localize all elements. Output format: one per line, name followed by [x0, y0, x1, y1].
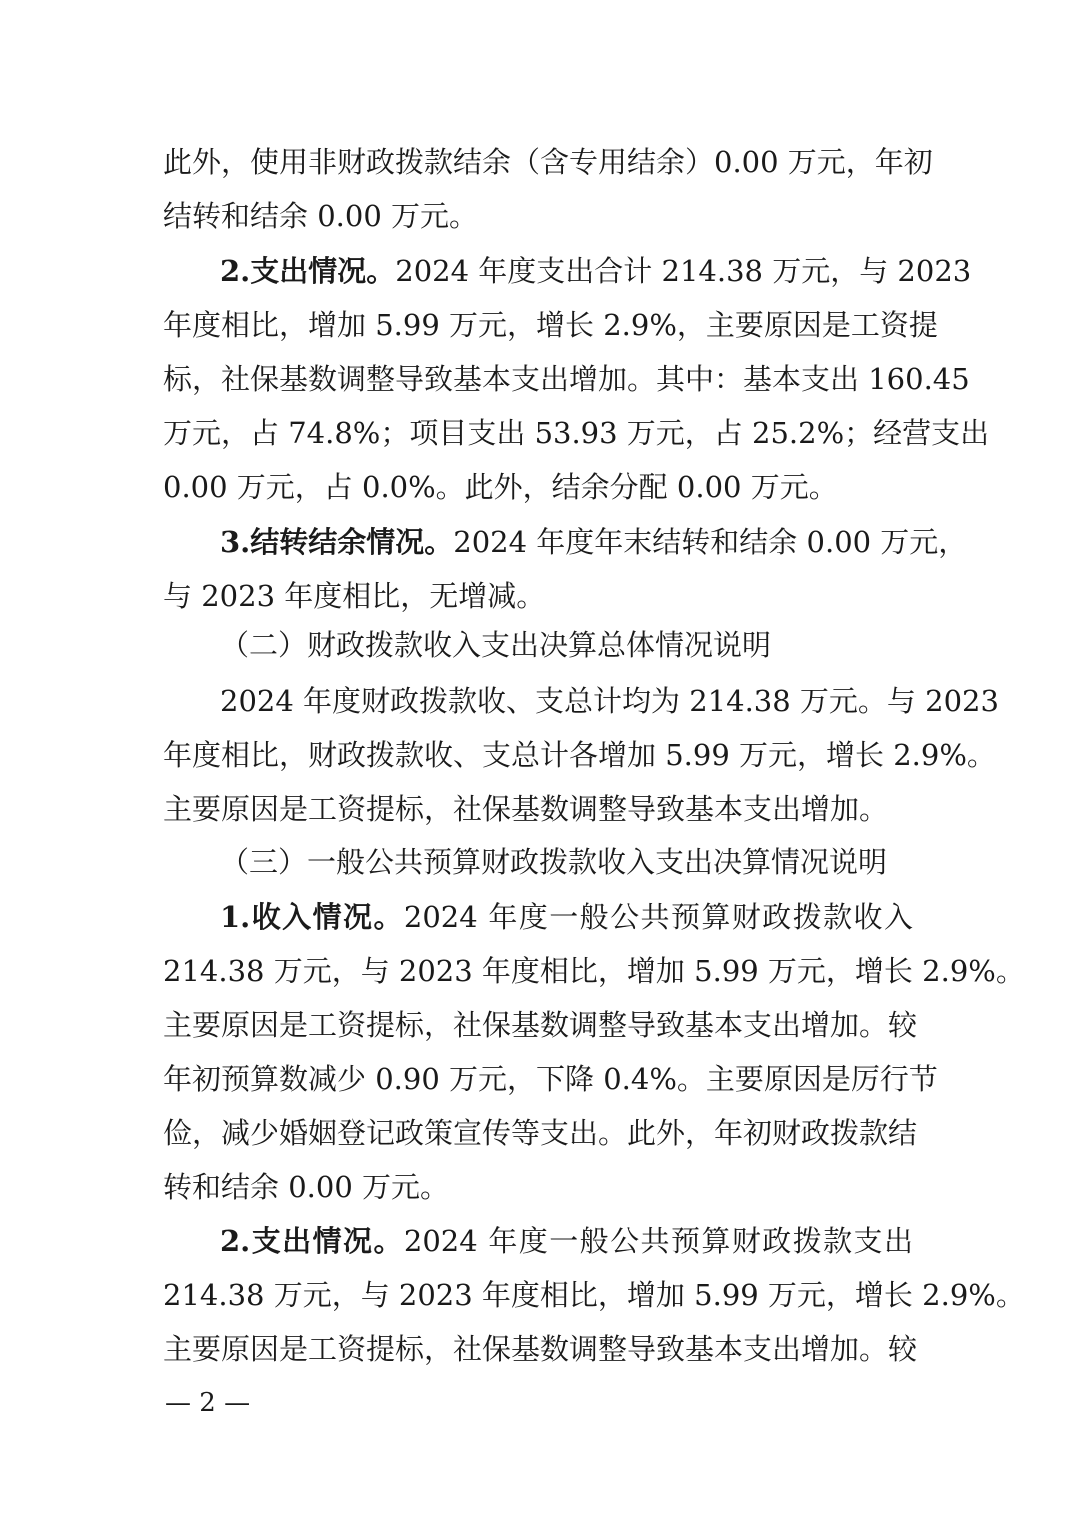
- paragraph-line: 标，社保基数调整导致基本支出增加。其中：基本支出 160.45: [163, 362, 970, 396]
- paragraph-line: 214.38 万元，与 2023 年度相比，增加 5.99 万元，增长 2.9%。: [163, 954, 1025, 988]
- section-text: 2024 年度支出合计 214.38 万元，与 2023: [395, 254, 972, 288]
- section-line: [220, 522, 968, 562]
- paragraph-line: 万元，占 74.8%；项目支出 53.93 万元，占 25.2%；经营支出: [163, 416, 990, 450]
- section-text: 2024 年度年末结转和结余 0.00 万元，: [453, 525, 968, 559]
- paragraph-line: 与 2023 年度相比，无增减。: [163, 579, 546, 613]
- paragraph-line: 主要原因是工资提标，社保基数调整导致基本支出增加。: [163, 792, 889, 826]
- section-heading: 2.支出情况。: [220, 1224, 404, 1258]
- paragraph-line: 年度相比，增加 5.99 万元，增长 2.9%，主要原因是工资提: [163, 308, 938, 342]
- section-text: 2024 年度一般公共预算财政拨款支出: [403, 1224, 913, 1258]
- paragraph-line: 0.00 万元，占 0.0%。此外，结余分配 0.00 万元。: [163, 470, 838, 504]
- paragraph-line: 俭，减少婚姻登记政策宣传等支出。此外，年初财政拨款结: [163, 1116, 918, 1150]
- paragraph-line: 主要原因是工资提标，社保基数调整导致基本支出增加。较: [163, 1332, 918, 1366]
- subsection-heading: （三）一般公共预算财政拨款收入支出决算情况说明: [220, 845, 888, 879]
- section-line: [220, 251, 972, 291]
- section-heading: 1.收入情况。: [220, 900, 404, 934]
- paragraph-line: 年度相比，财政拨款收、支总计各增加 5.99 万元，增长 2.9%。: [163, 738, 996, 772]
- paragraph-line: 此外，使用非财政拨款结余（含专用结余）0.00 万元，年初: [163, 145, 933, 179]
- paragraph-line: 结转和结余 0.00 万元。: [163, 199, 479, 233]
- paragraph-line: 年初预算数减少 0.90 万元，下降 0.4%。主要原因是厉行节: [163, 1062, 938, 1096]
- section-heading: 3.结转结余情况。: [220, 525, 454, 559]
- paragraph-line: 214.38 万元，与 2023 年度相比，增加 5.99 万元，增长 2.9%。: [163, 1278, 1025, 1312]
- section-heading: 2.支出情况。: [220, 254, 396, 288]
- section-line: [220, 897, 913, 937]
- paragraph-line: 主要原因是工资提标，社保基数调整导致基本支出增加。较: [163, 1008, 918, 1042]
- paragraph-line: 2024 年度财政拨款收、支总计均为 214.38 万元。与 2023: [220, 684, 999, 718]
- section-line: [220, 1221, 913, 1261]
- page-number: — 2 —: [165, 1388, 251, 1418]
- section-text: 2024 年度一般公共预算财政拨款收入: [403, 900, 913, 934]
- subsection-heading: （二）财政拨款收入支出决算总体情况说明: [220, 628, 772, 662]
- paragraph-line: 转和结余 0.00 万元。: [163, 1170, 450, 1204]
